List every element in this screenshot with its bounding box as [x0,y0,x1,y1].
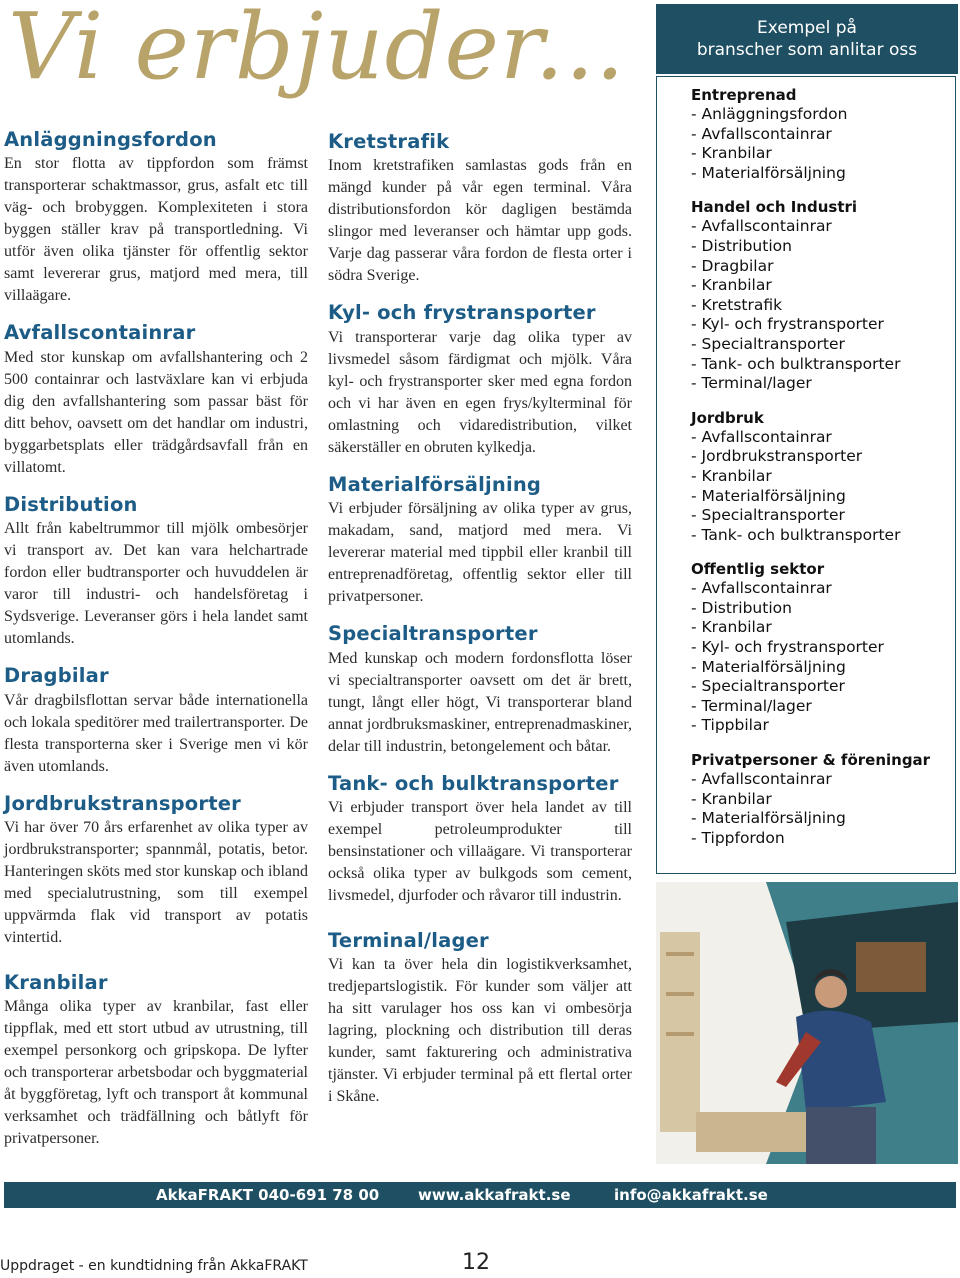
section-body: Vår dragbilsflottan servar både internationella och lokala speditörer med trailertransporter. De flesta transporterna sker i Sverige men vi kör även utomlands. [4,691,308,775]
section-heading: Jordbrukstransporter [4,791,241,815]
section-body: Många olika typer av kranbilar, fast eller tippflak, med ett stort utbud av utrustning, till exempel personkorg och gripskopa. De lyfter och transporterar arbetsbodar och byggmaterial åt byggföretag, lyft och transport åt kommunal verksamhet och trädfällning och båtlyft för privatpersoner. [4,998,308,1148]
sidebar-category-item: - Materialförsäljning [691,809,846,828]
section-heading: Anläggningsfordon [4,128,217,151]
sidebar-title-line1: Exempel på [757,18,857,38]
sidebar-category-item: - Avfallscontainrar [691,427,832,446]
section-body: Vi erbjuder försäljning av olika typer av grus, makadam, sand, matjord med mera. Vi levererar material med tippbil eller kranbil till entreprenadföretag, offentlig sektor eller till privatpersoner. [328,500,632,606]
sidebar-category-item: - Specialtransporter [691,677,845,696]
sidebar-category-item: - Kyl- och frystransporter [691,315,884,334]
sidebar-category-item: - Kranbilar [691,618,772,637]
section-body: Allt från kabeltrummor till mjölk ombesörjer vi transport av. Det kan vara helchartrade fordon eller budtransporter och huvuddelen är varor till industri- och handelsföretag i Sydsverige. Leveranser görs i hela landet samt utomlands. [4,520,308,648]
sidebar-category-heading: Offentlig sektor [691,560,825,579]
sidebar-category-item: - Dragbilar [691,256,774,275]
section-heading: Kretstrafik [328,130,450,153]
section-anlaggningsfordon [4,128,308,307]
delivery-worker-image [656,882,958,1164]
sidebar-category-item: - Avfallscontainrar [691,217,832,236]
sidebar-box [656,76,956,874]
publication-caption: Uppdraget - en kundtidning från AkkaFRAKT [0,1258,308,1274]
middle-column [328,130,632,1122]
section-body: Vi erbjuder transport över hela landet av till exempel petroleumprodukter till bensinstationer och villaägare. Vi transporterar också olika typer av bulkgods som cement, livsmedel, djurfoder och råvaror till industrin. [328,798,632,904]
page-number: 12 [462,1250,490,1275]
sidebar-category-item: - Avfallscontainrar [691,579,832,598]
section-body: Inom kretstrafiken samlastas gods från en mängd kunder på vår egen terminal. Våra distributionsfordon kör dagligen bestämda slingor med leveranser och hämtar upp gods. Varje dag passerar våra fordon de flesta orter i södra Sverige. [328,157,632,285]
sidebar-category-item: - Distribution [691,236,792,255]
section-dragbilar [4,664,308,777]
section-heading: Tank- och bulktransporter [328,771,619,795]
sidebar-category-item: - Materialförsäljning [691,657,846,676]
sidebar-category-item: - Specialtransporter [691,334,845,353]
sidebar-category-item: - Tank- och bulktransporter [691,525,901,544]
sidebar-category-item: - Terminal/lager [691,696,812,715]
section-body: Vi har över 70 års erfarenhet av olika typer av jordbrukstransporter; spannmål, potatis, betor. Hanteringen sköts med stor kunskap och ibland med specialutrustning, som till exempel uppvärmda flak vid transport av potatis vintertid. [4,818,308,946]
sidebar-category-item: - Tippbilar [691,716,769,735]
footer-email-link[interactable]: info@akkafrakt.se [614,1186,768,1204]
section-heading: Dragbilar [4,664,109,688]
sidebar-title-line2: branscher som anlitar oss [696,40,918,60]
sidebar-category-item: - Kranbilar [691,144,772,163]
sidebar-category-item: - Kranbilar [691,789,772,808]
sidebar-category-heading: Handel och Industri [691,198,858,217]
section-heading: Kyl- och frystransporter [328,301,596,325]
sidebar-category-item: - Kyl- och frystransporter [691,638,884,657]
section-jordbrukstransporter [4,792,308,949]
page-title: Vi erbjuder... [8,0,626,100]
sidebar-category-item: - Terminal/lager [691,374,812,393]
section-heading: Avfallscontainrar [4,321,196,345]
sidebar-category-item: - Kranbilar [691,276,772,295]
section-body: Med kunskap och modern fordonsflotta löser vi specialtransporter oavsett om det är brett, tungt, långt eller högt, Vi transporterar bland annat jordbruksmaskiner, entreprenadmaskiner, delar till industrin, betongelement och båtar. [328,649,632,755]
section-kranbilar [4,971,308,1150]
section-heading: Kranbilar [4,970,108,994]
sidebar-category-item: - Kretstrafik [691,295,783,314]
delivery-photo [656,882,958,1164]
left-column [4,128,308,1164]
section-distribution [4,493,308,650]
sidebar-category-item: - Avfallscontainrar [691,124,832,143]
sidebar-category-heading: Jordbruk [691,408,764,427]
section-avfallscontainrar [4,321,308,478]
section-kyl-frys [328,301,632,458]
section-materialforsaljning [328,473,632,608]
section-terminal-lager [328,929,632,1108]
section-heading: Distribution [4,492,138,516]
footer-website-link[interactable]: www.akkafrakt.se [418,1186,571,1204]
section-specialtransporter [328,622,632,757]
sidebar-category-item: - Tank- och bulktransporter [691,354,901,373]
section-heading: Specialtransporter [328,622,538,646]
section-body: Vi transporterar varje dag olika typer av livsmedel såsom färdigmat och mjölk. Våra kyl- och frystransporter sker med egna fordon och vi har även en egen frys/kylterminal för omlastning och vidaredistribution, vilket säkerställer en obruten kylkedja. [328,328,632,456]
sidebar-list [691,85,957,848]
section-heading: Materialförsäljning [328,472,542,496]
section-body: Vi kan ta över hela din logistikverksamhet, tredjepartslogistik. För kunder som väljer att ha sitt varulager hos oss kan vi ombesörja lagring, plockning och distribution till deras kunder, samt fakturering och administrativa tjänster. Vi erbjuder terminal på ett flertal orter i Skåne. [328,956,632,1106]
sidebar-category-item: - Kranbilar [691,466,772,485]
sidebar-header [656,4,958,74]
sidebar-category-item: - Anläggningsfordon [691,105,848,123]
section-kretstrafik [328,130,632,287]
sidebar-category-item: - Materialförsäljning [691,486,846,505]
sidebar-category-item: - Specialtransporter [691,506,845,525]
sidebar-category-item: - Jordbrukstransporter [691,447,863,466]
footer-phone: AkkaFRAKT 040-691 78 00 [156,1186,380,1204]
sidebar-category-heading: Privatpersoner & föreningar [691,751,931,770]
section-heading: Terminal/lager [328,928,489,952]
sidebar-category-heading: Entreprenad [691,86,797,104]
sidebar-category-item: - Distribution [691,598,792,617]
section-body: En stor flotta av tippfordon som främst transporterar schaktmassor, grus, asfalt etc till väg- och brobyggen. Komplexiteten i stora byggen ställer krav på transportledning. Vi utför även olika tjänster för offentlig sektor samt levererar grus, matjord med mera, till villaägare. [4,155,308,305]
section-body: Med stor kunskap om avfallshantering och 2 500 containrar och lastväxlare kan vi erbjuda dig den avfallshantering som passar bäst för ditt behov, oavsett om det handlar om industri, byggarbetsplats eller trädgårdsavfall från en villatomt. [4,348,308,476]
sidebar-category-item: - Tippfordon [691,828,785,847]
section-tank-bulk [328,772,632,907]
contact-footer-bar [4,1182,956,1208]
sidebar-category-item: - Avfallscontainrar [691,770,832,789]
sidebar-category-item: - Materialförsäljning [691,163,846,182]
